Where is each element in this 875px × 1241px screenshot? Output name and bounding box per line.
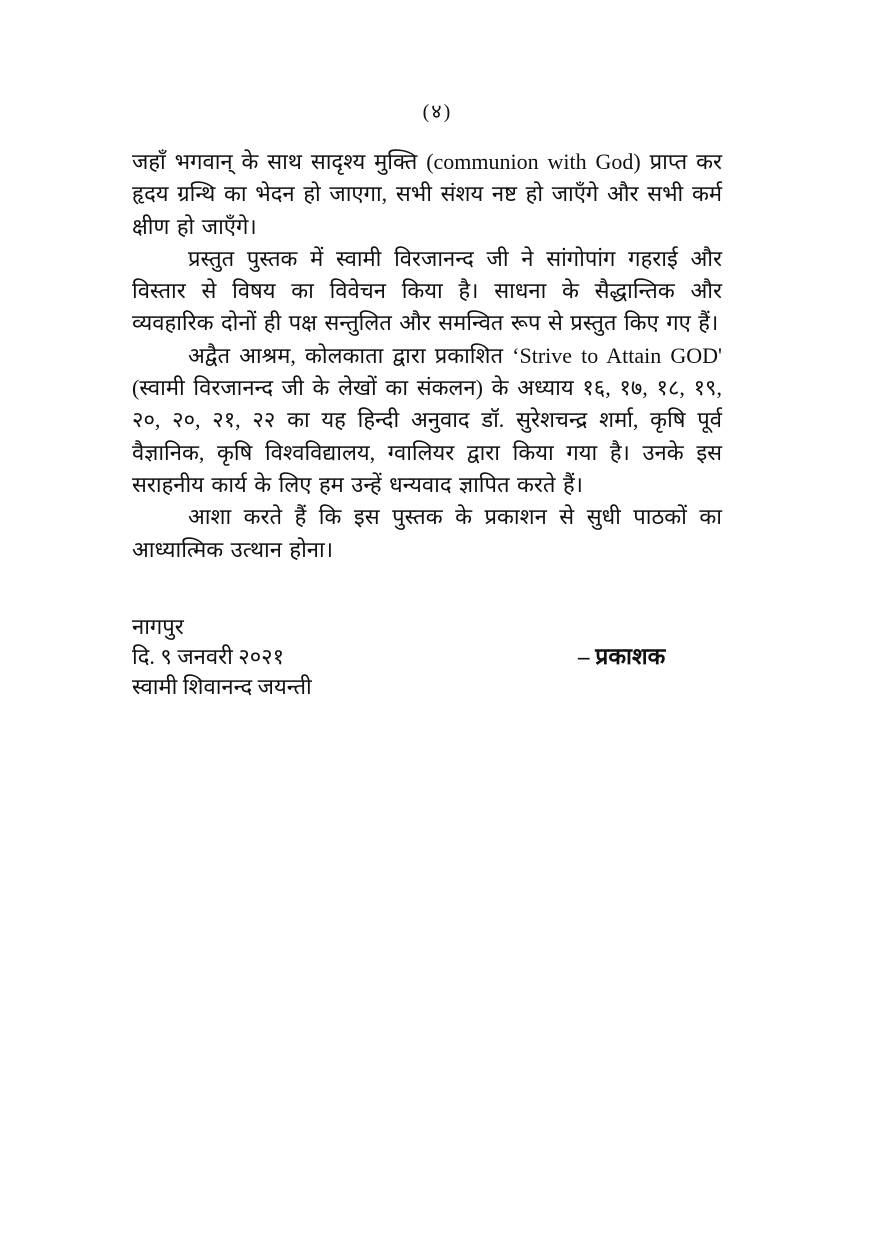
paragraph-book-overview: प्रस्तुत पुस्तक में स्वामी विरजानन्द जी ने सांगोपांग गहराई और विस्तार से विषय का विवेचन किया है। साधना के सैद्धान्तिक और व्यवहारिक दोनों ही पक्ष सन्तुलित और समन्वित रूप से प्रस्तुत किए गए हैं। bbox=[132, 245, 722, 336]
footer-occasion: स्वामी शिवानन्द जयन्ती bbox=[132, 674, 312, 699]
footer-place: नागपुर bbox=[132, 614, 184, 639]
paragraph-hope: आशा करते हैं कि इस पुस्तक के प्रकाशन से सुधी पाठकों का आध्यात्मिक उत्थान होना। bbox=[132, 504, 722, 562]
footer-block bbox=[132, 612, 722, 702]
page-body bbox=[132, 146, 722, 566]
paragraph-translation-credit: अद्वैत आश्रम, कोलकाता द्वारा प्रकाशित ‘Strive to Attain GOD' (स्वामी विरजानन्द जी के लेखों का संकलन) के अध्याय १६, १७, १८, १९, २०, २०, २१, २२ का यह हिन्दी अनुवाद डॉ. सुरेशचन्द्र शर्मा, कृषि पूर्व वैज्ञानिक, कृषि विश्वविद्यालय, ग्वालियर द्वारा किया गया है। उनके इस सराहनीय कार्य के लिए हम उन्हें धन्यवाद ज्ञापित करते हैं। bbox=[132, 342, 722, 497]
paragraph-communion: जहाँ भगवान् के साथ सादृश्य मुक्ति (communion with God) प्राप्त कर हृदय ग्रन्थि का भेदन हो जाएगा, सभी संशय नष्ट हो जाएँगे और सभी कर्म क्षीण हो जाएँगे। bbox=[132, 149, 722, 239]
footer-date: दि. ९ जनवरी २०२१ bbox=[132, 644, 285, 669]
footer-date-line bbox=[132, 642, 722, 672]
publisher-signature: – प्रकाशक bbox=[578, 644, 666, 669]
page-number: (४) bbox=[422, 101, 453, 123]
